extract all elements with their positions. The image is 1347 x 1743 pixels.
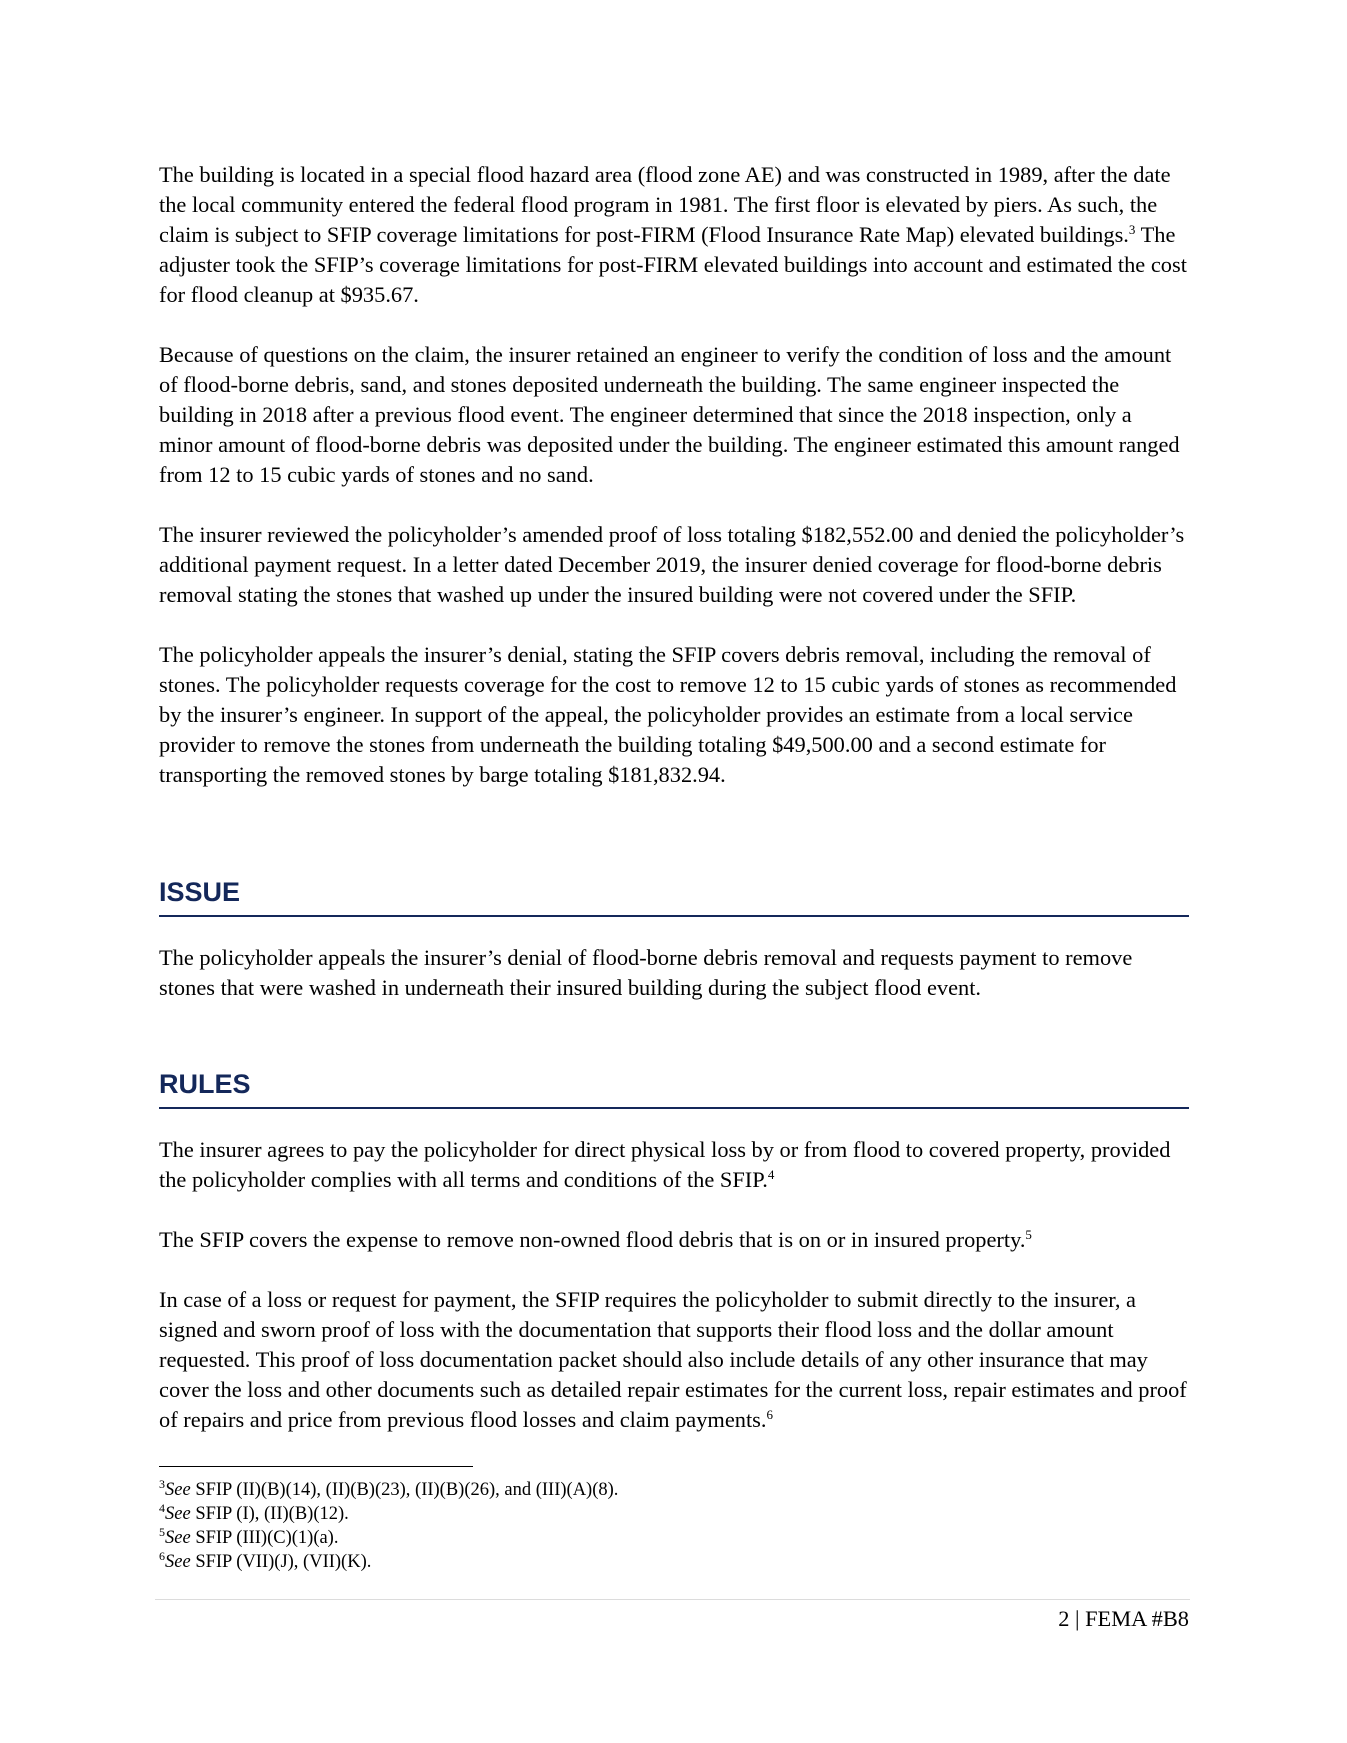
rules-section [159,1135,1189,1435]
footer-label: FEMA #B8 [1085,1606,1189,1631]
intro-section [159,160,1189,790]
footnote-number: 6 [159,1549,165,1563]
footnote-see: See [165,1552,191,1572]
paragraph [159,1225,1189,1255]
footnote-number: 3 [159,1477,165,1491]
footer-separator: | [1069,1606,1086,1631]
paragraph: The policyholder appeals the insurer’s denial of flood-borne debris removal and requests payment to remove stones that were washed in underneath their insured building during the subject flood event. [159,945,1133,1000]
footnote-text: SFIP (III)(C)(1)(a). [190,1528,339,1548]
section-heading-rules: RULES [159,1067,1189,1109]
footnote [159,1502,1189,1526]
paragraph: The insurer reviewed the policyholder’s amended proof of loss totaling $182,552.00 and denied the policyholder’s additional payment request. In a letter dated December 2019, the insurer denied coverage for flood-borne debris removal stating the stones that washed up under the insured building were not covered under the SFIP. [159,522,1185,607]
footnotes [159,1478,1189,1574]
paragraph [159,1135,1189,1195]
paragraph [159,1285,1189,1435]
footnote-ref[interactable]: 5 [1025,1227,1032,1242]
footnote-number: 4 [159,1501,165,1515]
footnote-divider [159,1466,473,1467]
section-heading-issue: ISSUE [159,875,1189,917]
paragraph-text: In case of a loss or request for payment, the SFIP requires the policyholder to submit directly to the insurer, a signed and sworn proof of loss with the documentation that supports their flood loss and the dollar amount requested. This proof of loss documentation packet should also include details of any other insurance that may cover the loss and other documents such as detailed repair estimates for the current loss, repair estimates and proof of repairs and price from previous flood losses and claim payments. [159,1287,1187,1432]
footnote-text: SFIP (VII)(J), (VII)(K). [190,1552,372,1572]
footnote-see: See [165,1504,191,1524]
footnote-ref[interactable]: 6 [766,1407,773,1422]
paragraph: The policyholder appeals the insurer’s denial, stating the SFIP covers debris removal, including the removal of stones. The policyholder requests coverage for the cost to remove 12 to 15 cubic yards of stones as recommended by the insurer’s engineer. In support of the appeal, the policyholder provides an estimate from a local service provider to remove the stones from underneath the building totaling $49,500.00 and a second estimate for transporting the removed stones by barge totaling $181,832.94. [159,642,1177,787]
footnote-see: See [165,1528,191,1548]
footnote-text: SFIP (II)(B)(14), (II)(B)(23), (II)(B)(26), and (III)(A)(8). [190,1480,619,1500]
paragraph-text: The building is located in a special flood hazard area (flood zone AE) and was constructed in 1989, after the date the local community entered the federal flood program in 1981. The first floor is elevated by piers. As such, the claim is subject to SFIP coverage limitations for post-FIRM (Flood Insurance Rate Map) elevated buildings. [159,162,1171,247]
paragraph [159,160,1189,310]
footnote-ref[interactable]: 3 [1128,222,1136,237]
footnote-ref[interactable]: 4 [767,1167,775,1182]
footnote [159,1550,1189,1574]
page-footer [1058,1604,1189,1634]
issue-section [159,943,1189,1003]
footnote-number: 5 [159,1525,165,1539]
paragraph-text: The SFIP covers the expense to remove non-owned flood debris that is on or in insured property. [159,1227,1026,1252]
paragraph-text: The adjuster took the SFIP’s coverage limitations for post-FIRM elevated buildings into account and estimated the cost for flood cleanup at $935.67. [159,222,1187,307]
footnote-text: SFIP (I), (II)(B)(12). [190,1504,349,1524]
paragraph: Because of questions on the claim, the insurer retained an engineer to verify the condition of loss and the amount of flood-borne debris, sand, and stones deposited underneath the building. The same engineer inspected the building in 2018 after a previous flood event. The engineer determined that since the 2018 inspection, only a minor amount of flood-borne debris was deposited under the building. The engineer estimated this amount ranged from 12 to 15 cubic yards of stones and no sand. [159,342,1180,487]
page-number: 2 [1058,1606,1070,1631]
footer-divider [155,1599,1190,1600]
footnote [159,1526,1189,1550]
footnote-see: See [165,1480,191,1500]
paragraph-text: The insurer agrees to pay the policyholder for direct physical loss by or from flood to covered property, provided the policyholder complies with all terms and conditions of the SFIP. [159,1137,1171,1192]
footnote [159,1478,1189,1502]
